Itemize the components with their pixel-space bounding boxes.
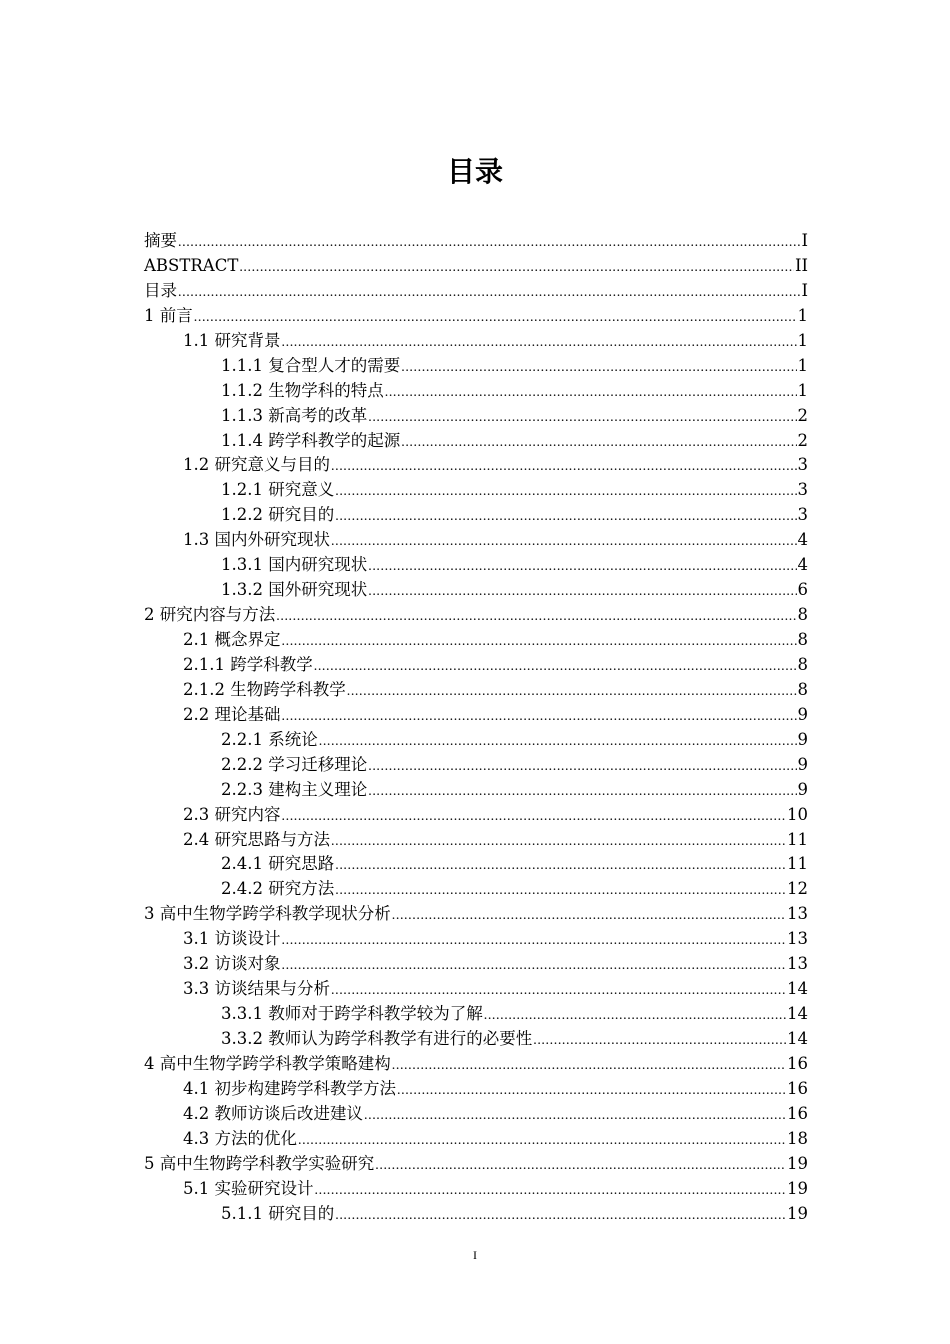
toc-entry-label: 4 高中生物学跨学科教学策略建构 bbox=[144, 1053, 391, 1073]
dot-leader bbox=[282, 630, 797, 655]
toc-entry-page-number: 9 bbox=[797, 754, 808, 774]
toc-entry-label: 1.1 研究背景 bbox=[183, 330, 281, 350]
toc-entry[interactable] bbox=[144, 429, 808, 454]
toc-entry-page-number: 6 bbox=[797, 580, 808, 600]
toc-entry[interactable] bbox=[144, 628, 808, 653]
dot-leader bbox=[314, 655, 797, 680]
toc-entry-page-number: 1 bbox=[797, 305, 808, 325]
toc-entry[interactable] bbox=[144, 728, 808, 753]
toc-entry[interactable] bbox=[144, 927, 808, 952]
dot-leader bbox=[335, 1204, 786, 1229]
dot-leader bbox=[282, 805, 787, 830]
toc-entry-label: 1.3 国内外研究现状 bbox=[183, 530, 330, 550]
table-of-contents bbox=[144, 229, 808, 1227]
toc-entry-page-number: 14 bbox=[787, 1029, 808, 1048]
toc-entry-page-number: 8 bbox=[797, 630, 808, 649]
toc-entry-page-number: 3 bbox=[797, 505, 808, 525]
dot-leader bbox=[331, 979, 786, 1004]
toc-entry-page-number: 8 bbox=[797, 605, 808, 625]
toc-entry-label: 5 高中生物跨学科教学实验研究 bbox=[144, 1153, 375, 1173]
toc-entry[interactable] bbox=[144, 578, 808, 603]
toc-entry[interactable] bbox=[144, 229, 808, 254]
toc-entry[interactable] bbox=[144, 354, 808, 379]
toc-entry-page-number: 16 bbox=[787, 1078, 808, 1098]
dot-leader bbox=[397, 1079, 786, 1104]
toc-entry[interactable] bbox=[144, 852, 808, 877]
toc-entry-label: 3.1 访谈设计 bbox=[183, 929, 281, 949]
toc-entry-page-number: 16 bbox=[787, 1103, 808, 1123]
toc-entry-label: 1.3.2 国外研究现状 bbox=[221, 580, 368, 600]
toc-entry[interactable] bbox=[144, 304, 808, 329]
toc-entry[interactable] bbox=[144, 952, 808, 977]
toc-entry[interactable] bbox=[144, 553, 808, 578]
toc-entry-page-number: 1 bbox=[797, 330, 808, 350]
toc-entry-label: 3.3 访谈结果与分析 bbox=[183, 979, 330, 999]
toc-entry-page-number: 9 bbox=[797, 779, 808, 799]
toc-entry-page-number: 4 bbox=[797, 530, 808, 550]
dot-leader bbox=[331, 530, 797, 555]
toc-entry-label: 1.2 研究意义与目的 bbox=[183, 455, 330, 475]
dot-leader bbox=[392, 1054, 786, 1079]
toc-entry-label: 2.3 研究内容 bbox=[183, 804, 281, 824]
toc-entry[interactable] bbox=[144, 1102, 808, 1127]
dot-leader bbox=[401, 431, 796, 456]
toc-entry-label: 摘要 bbox=[144, 231, 177, 250]
toc-entry-page-number: 11 bbox=[787, 829, 808, 849]
toc-entry-label: 2.2.3 建构主义理论 bbox=[221, 779, 368, 799]
toc-entry-label: 2.1.1 跨学科教学 bbox=[183, 654, 313, 674]
dot-leader bbox=[335, 505, 796, 530]
dot-leader bbox=[375, 1154, 786, 1179]
toc-entry[interactable] bbox=[144, 1002, 808, 1027]
toc-entry-label: 3.3.1 教师对于跨学科教学较为了解 bbox=[221, 1004, 483, 1024]
toc-entry[interactable] bbox=[144, 453, 808, 478]
toc-entry-label: 1.1.4 跨学科教学的起源 bbox=[221, 430, 401, 450]
toc-entry[interactable] bbox=[144, 1177, 808, 1202]
dot-leader bbox=[282, 954, 787, 979]
toc-entry-label: 1 前言 bbox=[144, 305, 193, 325]
toc-entry-page-number: 18 bbox=[787, 1128, 808, 1148]
toc-entry-page-number: 19 bbox=[787, 1178, 808, 1198]
toc-entry-label: 4.1 初步构建跨学科教学方法 bbox=[183, 1078, 396, 1098]
toc-entry[interactable] bbox=[144, 503, 808, 528]
toc-entry[interactable] bbox=[144, 803, 808, 828]
dot-leader bbox=[484, 1004, 786, 1029]
toc-entry-page-number: 13 bbox=[787, 904, 808, 924]
toc-entry-label: 2.4.1 研究思路 bbox=[221, 854, 335, 874]
toc-entry[interactable] bbox=[144, 1077, 808, 1102]
toc-entry[interactable] bbox=[144, 254, 808, 279]
toc-entry-label: 4.3 方法的优化 bbox=[183, 1128, 297, 1148]
toc-entry-page-number: 9 bbox=[797, 729, 808, 749]
toc-entry-page-number: 2 bbox=[797, 405, 808, 425]
dot-leader bbox=[368, 555, 796, 580]
toc-entry[interactable] bbox=[144, 653, 808, 678]
toc-entry[interactable] bbox=[144, 703, 808, 728]
toc-entry-page-number: 13 bbox=[787, 954, 808, 974]
toc-entry[interactable] bbox=[144, 1052, 808, 1077]
toc-entry-label: 1.3.1 国内研究现状 bbox=[221, 555, 368, 575]
dot-leader bbox=[315, 1179, 787, 1204]
toc-entry-label: 1.2.1 研究意义 bbox=[221, 480, 335, 500]
toc-entry-label: 2.4 研究思路与方法 bbox=[183, 829, 330, 849]
toc-entry-page-number: I bbox=[801, 231, 808, 250]
toc-entry-label: 3 高中生物学跨学科教学现状分析 bbox=[144, 904, 391, 924]
dot-leader bbox=[368, 406, 796, 431]
toc-entry[interactable] bbox=[144, 603, 808, 628]
toc-entry[interactable] bbox=[144, 828, 808, 853]
dot-leader bbox=[178, 281, 800, 306]
toc-entry-page-number: 2 bbox=[797, 430, 808, 450]
dot-leader bbox=[335, 879, 786, 904]
toc-entry-page-number: 3 bbox=[797, 480, 808, 500]
dot-leader bbox=[368, 580, 796, 605]
toc-entry[interactable] bbox=[144, 1027, 808, 1052]
toc-entry-page-number: II bbox=[794, 255, 808, 275]
toc-entry[interactable] bbox=[144, 1202, 808, 1227]
toc-entry-page-number: 11 bbox=[787, 854, 808, 874]
dot-leader bbox=[276, 605, 796, 630]
dot-leader bbox=[282, 331, 797, 356]
dot-leader bbox=[368, 780, 796, 805]
toc-entry-label: 1.1.1 复合型人才的需要 bbox=[221, 355, 401, 375]
dot-leader bbox=[533, 1029, 786, 1054]
toc-entry[interactable] bbox=[144, 404, 808, 429]
dot-leader bbox=[331, 830, 786, 855]
toc-entry[interactable] bbox=[144, 1152, 808, 1177]
toc-entry-label: 2.4.2 研究方法 bbox=[221, 879, 335, 899]
toc-entry[interactable] bbox=[144, 977, 808, 1002]
dot-leader bbox=[194, 306, 797, 331]
dot-leader bbox=[331, 455, 797, 480]
toc-entry-label: 2 研究内容与方法 bbox=[144, 605, 276, 625]
toc-entry-page-number: 13 bbox=[787, 929, 808, 949]
toc-entry-label: 2.1.2 生物跨学科教学 bbox=[183, 679, 346, 699]
toc-entry-label: 2.2.1 系统论 bbox=[221, 729, 318, 749]
toc-entry-label: 4.2 教师访谈后改进建议 bbox=[183, 1103, 363, 1123]
dot-leader bbox=[392, 904, 786, 929]
toc-entry-page-number: I bbox=[801, 280, 808, 300]
dot-leader bbox=[319, 730, 797, 755]
toc-entry-label: 3.2 访谈对象 bbox=[183, 954, 281, 974]
toc-entry-page-number: 16 bbox=[787, 1053, 808, 1073]
toc-entry[interactable] bbox=[144, 1127, 808, 1152]
toc-entry-label: 目录 bbox=[144, 280, 177, 300]
dot-leader bbox=[178, 231, 800, 256]
toc-entry-label: 2.2 理论基础 bbox=[183, 704, 281, 724]
toc-entry-page-number: 9 bbox=[797, 704, 808, 724]
dot-leader bbox=[401, 356, 796, 381]
toc-entry-page-number: 10 bbox=[787, 804, 808, 824]
toc-entry[interactable] bbox=[144, 877, 808, 902]
toc-entry[interactable] bbox=[144, 528, 808, 553]
toc-entry[interactable] bbox=[144, 478, 808, 503]
page-number: I bbox=[473, 1248, 477, 1262]
toc-entry-page-number: 14 bbox=[787, 979, 808, 999]
toc-entry[interactable] bbox=[144, 379, 808, 404]
toc-entry-label: 2.1 概念界定 bbox=[183, 630, 281, 649]
toc-entry-page-number: 19 bbox=[787, 1153, 808, 1173]
toc-entry-page-number: 12 bbox=[787, 879, 808, 899]
page-title: 目录 bbox=[446, 155, 503, 188]
toc-entry-page-number: 1 bbox=[797, 380, 808, 400]
toc-entry-page-number: 19 bbox=[787, 1203, 808, 1223]
toc-entry-page-number: 8 bbox=[797, 679, 808, 699]
toc-entry-page-number: 1 bbox=[797, 355, 808, 375]
dot-leader bbox=[298, 1129, 786, 1154]
toc-entry-label: 1.1.3 新高考的改革 bbox=[221, 405, 368, 425]
toc-entry-page-number: 8 bbox=[797, 654, 808, 674]
dot-leader bbox=[335, 854, 786, 879]
dot-leader bbox=[239, 256, 794, 281]
toc-entry[interactable] bbox=[144, 279, 808, 304]
toc-entry[interactable] bbox=[144, 902, 808, 927]
toc-entry-label: ABSTRACT bbox=[144, 255, 239, 275]
toc-entry-page-number: 3 bbox=[797, 455, 808, 475]
dot-leader bbox=[347, 680, 797, 705]
dot-leader bbox=[335, 480, 796, 505]
dot-leader bbox=[385, 381, 797, 406]
toc-entry[interactable] bbox=[144, 678, 808, 703]
dot-leader bbox=[282, 929, 787, 954]
dot-leader bbox=[282, 705, 797, 730]
toc-entry-label: 3.3.2 教师认为跨学科教学有进行的必要性 bbox=[221, 1029, 533, 1048]
dot-leader bbox=[364, 1104, 786, 1129]
toc-entry[interactable] bbox=[144, 778, 808, 803]
dot-leader bbox=[368, 755, 796, 780]
toc-entry-label: 1.1.2 生物学科的特点 bbox=[221, 380, 384, 400]
toc-entry-label: 5.1.1 研究目的 bbox=[221, 1203, 335, 1223]
toc-entry-label: 1.2.2 研究目的 bbox=[221, 505, 335, 525]
toc-entry-page-number: 14 bbox=[787, 1004, 808, 1024]
toc-entry-page-number: 4 bbox=[797, 555, 808, 575]
toc-entry[interactable] bbox=[144, 329, 808, 354]
toc-entry-label: 5.1 实验研究设计 bbox=[183, 1178, 314, 1198]
toc-entry-label: 2.2.2 学习迁移理论 bbox=[221, 754, 368, 774]
toc-entry[interactable] bbox=[144, 753, 808, 778]
